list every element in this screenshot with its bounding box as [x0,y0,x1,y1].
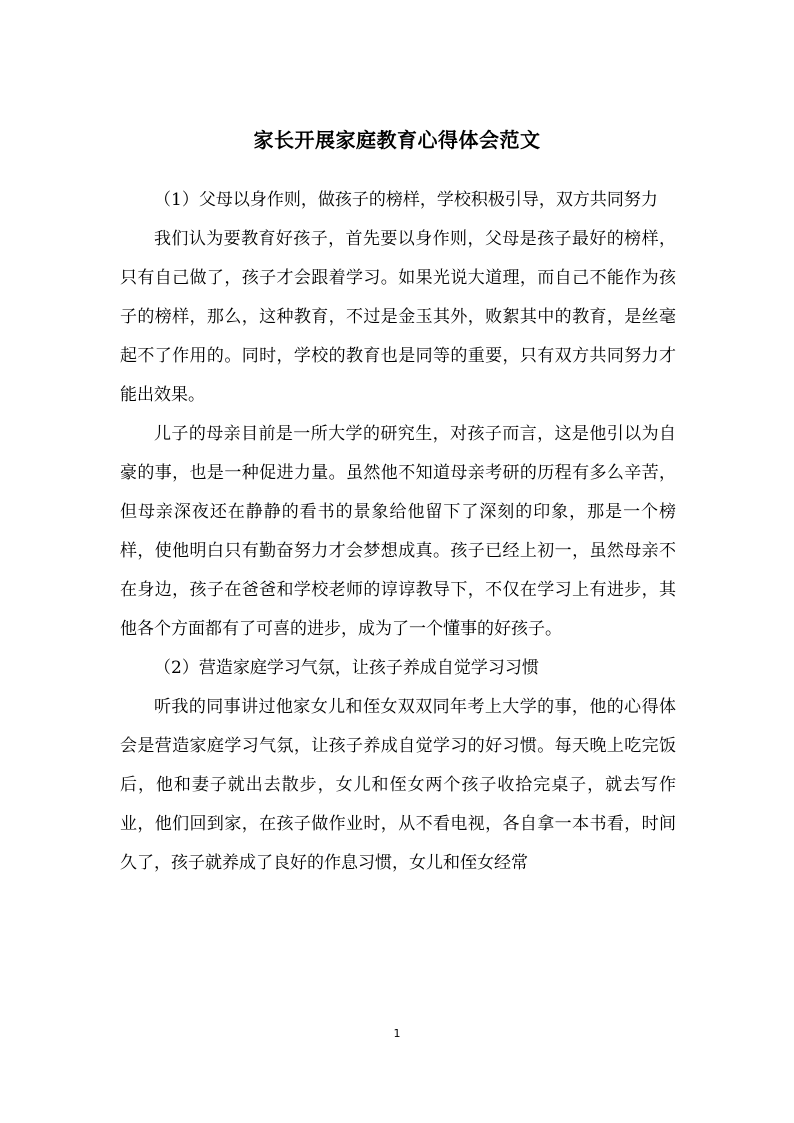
body-paragraph: 听我的同事讲过他家女儿和侄女双双同年考上大学的事，他的心得体会是营造家庭学习气氛，让孩子养成自觉学习的好习惯。每天晚上吃完饭后，他和妻子就出去散步，女儿和侄女两个孩子收拾完桌子，就去写作业，他们回到家，在孩子做作业时，从不看电视，各自拿一本书看，时间久了，孩子就养成了良好的作息习惯，女儿和侄女经常 [120,697,676,873]
document-body [120,181,676,883]
body-paragraph: 我们认为要教育好孩子，首先要以身作则，父母是孩子最好的榜样，只有自己做了，孩子才会跟着学习。如果光说大道理，而自己不能作为孩子的榜样，那么，这种教育，不过是金玉其外，败絮其中的教育，是丝毫起不了作用的。同时，学校的教育也是同等的重要，只有双方共同努力才能出效果。 [120,229,676,405]
section-heading-2: （2）营造家庭学习气氛，让孩子养成自觉学习习惯 [154,658,539,678]
section-heading-1: （1）父母以身作则，做孩子的榜样，学校积极引导，双方共同努力 [154,190,658,210]
document-title: 家长开展家庭教育心得体会范文 [253,128,541,152]
body-paragraph: 儿子的母亲目前是一所大学的研究生，对孩子而言，这是他引以为自豪的事，也是一种促进力量。虽然他不知道母亲考研的历程有多么辛苦，但母亲深夜还在静静的看书的景象给他留下了深刻的印象，那是一个榜样，使他明白只有勤奋努力才会梦想成真。孩子已经上初一，虽然母亲不在身边，孩子在爸爸和学校老师的谆谆教导下，不仅在学习上有进步，其他各个方面都有了可喜的进步，成为了一个懂事的好孩子。 [120,424,676,639]
page-number: 1 [393,1027,401,1040]
